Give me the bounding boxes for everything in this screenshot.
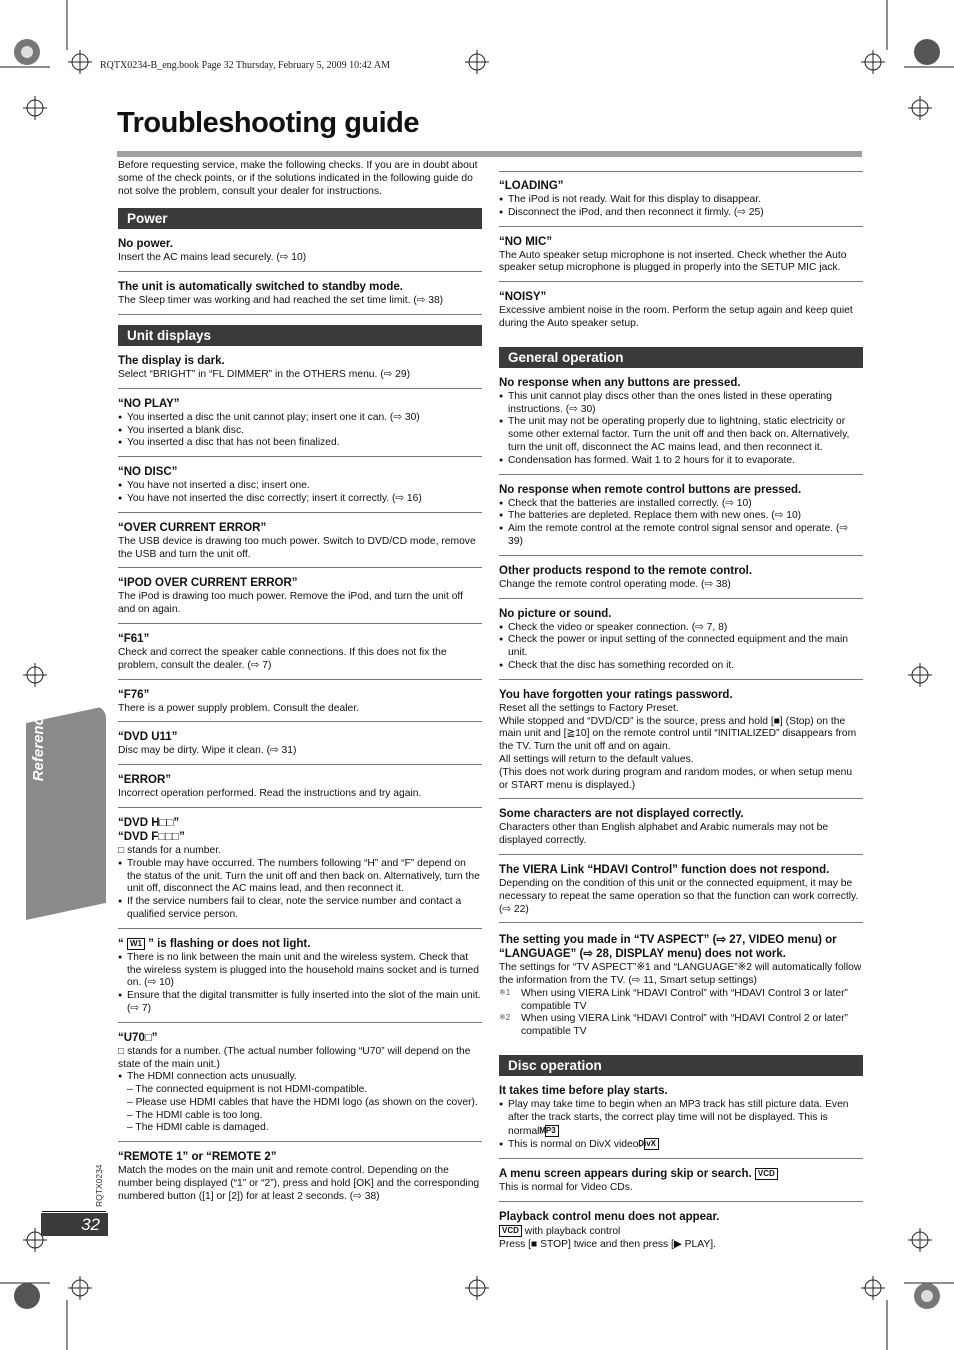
bullet-item: ● You inserted a disc the unit cannot play; insert one it can. (⇨ 30) — [118, 412, 482, 425]
entry-heading: “REMOTE 1” or “REMOTE 2” — [118, 1151, 277, 1164]
footnote-text: When using VIERA Link “HDAVI Control” with “HDAVI Control 3 or later” compatible TV — [521, 987, 848, 1012]
footnote-mark: ※1 — [499, 987, 511, 997]
entry-heading: The VIERA Link “HDAVI Control” function does not respond. — [499, 863, 830, 876]
entry-dvd-u11 — [118, 726, 482, 765]
entry-over-current — [118, 517, 482, 569]
entry-heading: “DVD F□□□” — [118, 830, 185, 843]
entry-heading: It takes time before play starts. — [499, 1085, 668, 1098]
entry-no-response-remote — [499, 479, 863, 556]
bullet-item — [499, 1138, 863, 1152]
entry-heading: No response when any buttons are pressed. — [499, 376, 741, 389]
left-column — [118, 160, 482, 1214]
bullet-item: ● You have not inserted the disc correctly; insert it correctly. (⇨ 16) — [118, 493, 482, 506]
entry-text: (This does not work during program and random modes, or when setup menu or START menu is displayed.) — [499, 766, 853, 791]
entry-text: Select “BRIGHT” in “FL DIMMER” in the OTHERS menu. (⇨ 29) — [118, 368, 411, 380]
right-column — [499, 171, 863, 1262]
entry-heading: “NOISY” — [499, 291, 547, 304]
page-title: Troubleshooting guide — [117, 107, 420, 139]
entry-text: Depending on the condition of this unit or the connected equipment, it may be necessary to repeat the same operation so that the function can work correctly. (⇨ 22) — [499, 877, 859, 915]
entry-no-picture — [499, 603, 863, 680]
file-header-line: RQTX0234-B_eng.book Page 32 Thursday, February 5, 2009 10:42 AM — [100, 60, 390, 71]
footnote — [499, 988, 863, 1014]
footnote-text: When using VIERA Link “HDAVI Control” with “HDAVI Control 2 or later” compatible TV — [521, 1013, 848, 1038]
entry-heading: Other products respond to the remote control. — [499, 564, 753, 577]
entry-text: Match the modes on the main unit and remote control. Depending on the number being displayed (“1” or “2”), press and hold [OK] and the corresponding numbered button ([1] or [2]) for at least 2 seconds. (⇨ 38) — [118, 1165, 480, 1202]
footnote — [499, 1013, 863, 1039]
entry-w1-flashing — [118, 933, 482, 1023]
entry-text: Incorrect operation performed. Read the instructions and try again. — [118, 788, 422, 800]
entry-text-part: with playback control — [524, 1226, 621, 1238]
bullet-item: ● If the service numbers fail to clear, note the service number and contact a qualified service person. — [118, 896, 482, 922]
entry-viera-link — [499, 859, 863, 923]
bullet-item: ● Check the video or speaker connection. (⇨ 7, 8) — [499, 622, 863, 635]
bullet-text: Play may take time to begin when an MP3 track has still picture data. Even after the track starts, the correct play time will not be displayed. This is normal. — [508, 1099, 849, 1137]
footnote-mark: ※2 — [499, 1013, 511, 1023]
entry-no-play — [118, 393, 482, 457]
section-general-operation: General operation — [499, 347, 863, 368]
entry-text: Disc may be dirty. Wipe it clean. (⇨ 31) — [118, 745, 297, 757]
entry-heading: “DVD H□□” — [118, 816, 180, 829]
bullet-item: ● Disconnect the iPod, and then reconnect it firmly. (⇨ 25) — [499, 207, 863, 220]
entry-text: □ stands for a number. — [118, 844, 221, 856]
entry-text: The iPod is drawing too much power. Remove the iPod, and turn the unit off and on again. — [118, 591, 463, 616]
side-tab-label: Reference — [30, 708, 47, 782]
dash-item: – The HDMI cable is damaged. — [127, 1122, 269, 1134]
column-top-rule — [499, 171, 863, 172]
entry-heading: “NO MIC” — [499, 235, 553, 248]
entry-heading: “U70□” — [118, 1031, 158, 1044]
page-number: 32 — [41, 1213, 108, 1236]
entry-text: Excessive ambient noise in the room. Perform the setup again and keep quiet during the Auto speaker setup. — [499, 305, 853, 329]
bullet-item: ● Condensation has formed. Wait 1 to 2 hours for it to evaporate. — [499, 455, 863, 468]
entry-heading: Playback control menu does not appear. — [499, 1211, 720, 1224]
entry-heading: “F76” — [118, 688, 150, 701]
entry-loading — [499, 175, 863, 227]
entry-heading: No power. — [118, 238, 173, 251]
entry-ipod-over-current — [118, 572, 482, 624]
entry-heading: “NO DISC” — [118, 466, 178, 479]
entry-text: Check and correct the speaker cable connections. If this does not fix the problem, consult the dealer. (⇨ 7) — [118, 646, 447, 671]
bullet-item: ● The batteries are depleted. Replace them with new ones. (⇨ 10) — [499, 510, 863, 523]
entry-heading: The setting you made in “TV ASPECT” (⇨ 27, VIDEO menu) or “LANGUAGE” (⇨ 28, DISPLAY menu) does not work. — [499, 934, 837, 961]
entry-no-disc — [118, 461, 482, 513]
title-rule — [117, 151, 862, 157]
entry-text: The USB device is drawing too much power. Switch to DVD/CD mode, remove the USB and turn the unit off. — [118, 535, 476, 560]
heading-prefix: “ — [118, 937, 124, 950]
bullet-item: ● This unit cannot play discs other than the ones listed in these operating instructions. (⇨ 30) — [499, 391, 863, 417]
bullet-item: ● Ensure that the digital transmitter is fully inserted into the slot of the main unit. (⇨ 7) — [118, 990, 482, 1016]
entry-heading: “ERROR” — [118, 774, 172, 787]
w1-badge: W1 — [127, 938, 145, 950]
entry-heading: “LOADING” — [499, 180, 564, 192]
section-unit-displays: Unit displays — [118, 325, 482, 346]
divx-badge: DivX — [644, 1138, 659, 1150]
bullet-item: ● Aim the remote control at the remote control signal sensor and operate. (⇨ 39) — [499, 523, 863, 549]
entry-heading: “DVD U11” — [118, 731, 178, 744]
section-disc-operation: Disc operation — [499, 1055, 863, 1076]
entry-text: Press [■ STOP] twice and then press [▶ PLAY]. — [499, 1238, 716, 1250]
mp3-badge: MP3 — [545, 1125, 558, 1137]
entry-text: All settings will return to the default values. — [499, 753, 694, 765]
vcd-badge: VCD — [499, 1225, 522, 1237]
entry-f76 — [118, 684, 482, 723]
entry-text: Change the remote control operating mode. (⇨ 38) — [499, 578, 731, 590]
bullet-item: ● Check that the batteries are installed correctly. (⇨ 10) — [499, 498, 863, 511]
entry-text: The settings for “TV ASPECT”※1 and “LANGUAGE”※2 will automatically follow the information from the TV. (⇨ 11, Smart setup settings) — [499, 962, 862, 987]
page-number-rule — [42, 1211, 106, 1212]
bullet-item: ● You have not inserted a disc; insert one. — [118, 480, 482, 493]
heading-text: A menu screen appears during skip or search. — [499, 1168, 752, 1181]
entry-no-response-buttons — [499, 372, 863, 475]
entry-noisy — [499, 286, 863, 337]
entry-remote — [118, 1146, 482, 1209]
entry-heading: You have forgotten your ratings password. — [499, 688, 733, 701]
bullet-item: ● The unit may not be operating properly due to lightning, static electricity or some other external factor. Turn the unit off and then back on. Alternatively, turn the unit off, disconnect the AC mains lead, and then reconnect it. — [499, 416, 863, 454]
entry-no-power — [118, 233, 482, 272]
bullet-item: ● There is no link between the main unit and the wireless system. Check that the wireless system is plugged into the household mains socket and is turned on. (⇨ 10) — [118, 952, 482, 990]
entry-text: Characters other than English alphabet and Arabic numerals may not be displayed correctly. — [499, 822, 829, 847]
entry-heading: Some characters are not displayed correctly. — [499, 808, 744, 821]
entry-playback-control — [499, 1206, 863, 1258]
entry-heading: “OVER CURRENT ERROR” — [118, 521, 267, 534]
entry-other-products — [499, 560, 863, 599]
bullet-text: This is normal on DivX video. — [508, 1139, 642, 1151]
entry-no-mic — [499, 231, 863, 283]
entry-dvd-h-f — [118, 812, 482, 929]
entry-text: This is normal for Video CDs. — [499, 1182, 633, 1194]
intro-text: Before requesting service, make the following checks. If you are in doubt about some of the check points, or if the solutions indicated in the following guide do not solve the problem, consult your dealer for instructions. — [118, 160, 478, 197]
entry-heading: No picture or sound. — [499, 607, 612, 620]
entry-text: The Auto speaker setup microphone is not inserted. Check whether the Auto speaker setup microphone is plugged in properly into the SETUP MIC jack. — [499, 249, 847, 274]
dash-item: – The connected equipment is not HDMI-compatible. — [127, 1084, 368, 1096]
entry-text: Reset all the settings to Factory Preset. — [499, 702, 679, 714]
entry-text — [499, 1225, 863, 1239]
entry-heading — [499, 1168, 863, 1180]
entry-error — [118, 769, 482, 808]
bullet-item: ● You inserted a blank disc. — [118, 425, 482, 438]
entry-password — [499, 684, 863, 800]
bullet-item: ● You inserted a disc that has not been finalized. — [118, 437, 482, 450]
bullet-item: ● Check that the disc has something recorded on it. — [499, 660, 863, 673]
entry-play-start — [499, 1080, 863, 1159]
bullet-item — [499, 1099, 863, 1138]
section-power: Power — [118, 208, 482, 229]
bullet-item: ● Check the power or input setting of the connected equipment and the main unit. — [499, 634, 863, 660]
entry-menu-screen — [499, 1163, 863, 1202]
entry-heading: The display is dark. — [118, 354, 225, 367]
entry-f61 — [118, 628, 482, 680]
entry-heading: No response when remote control buttons are pressed. — [499, 483, 802, 496]
entry-heading: “IPOD OVER CURRENT ERROR” — [118, 577, 298, 590]
entry-tv-aspect — [499, 927, 863, 1045]
entry-text: While stopped and “DVD/CD” is the source, press and hold [■] (Stop) on the main unit and [≧10] on the remote control until “INITIALIZED” disappears from the TV. Turn the unit off and on again. — [499, 715, 857, 753]
entry-heading: “F61” — [118, 632, 150, 645]
heading-suffix: ” is flashing or does not light. — [148, 937, 311, 950]
dash-item: – The HDMI cable is too long. — [127, 1109, 263, 1121]
entry-text: The Sleep timer was working and had reached the set time limit. (⇨ 38) — [118, 295, 444, 307]
vcd-badge: VCD — [755, 1168, 778, 1180]
entry-standby — [118, 276, 482, 315]
entry-text: There is a power supply problem. Consult the dealer. — [118, 702, 359, 714]
entry-heading: “NO PLAY” — [118, 397, 180, 410]
bullet-item: ● Trouble may have occurred. The numbers following “H” and “F” depend on the status of the unit. Turn the unit off and then back on. Alternatively, turn the unit off, disconnect the AC mains lead, and then reconnect it. — [118, 858, 482, 896]
document-code: RQTX0234 — [94, 1164, 104, 1207]
entry-heading — [118, 938, 482, 950]
entry-heading: The unit is automatically switched to standby mode. — [118, 281, 403, 294]
dash-item: – Please use HDMI cables that have the HDMI logo (as shown on the cover). — [127, 1096, 478, 1108]
bullet-item: ● The HDMI connection acts unusually. — [118, 1071, 482, 1084]
entry-display-dark — [118, 350, 482, 389]
entry-u70 — [118, 1027, 482, 1143]
bullet-item: ● The iPod is not ready. Wait for this display to disappear. — [499, 194, 863, 207]
entry-text: Insert the AC mains lead securely. (⇨ 10) — [118, 252, 307, 264]
entry-characters — [499, 803, 863, 855]
entry-text: □ stands for a number. (The actual number following “U70” will depend on the state of the main unit.) — [118, 1045, 471, 1070]
